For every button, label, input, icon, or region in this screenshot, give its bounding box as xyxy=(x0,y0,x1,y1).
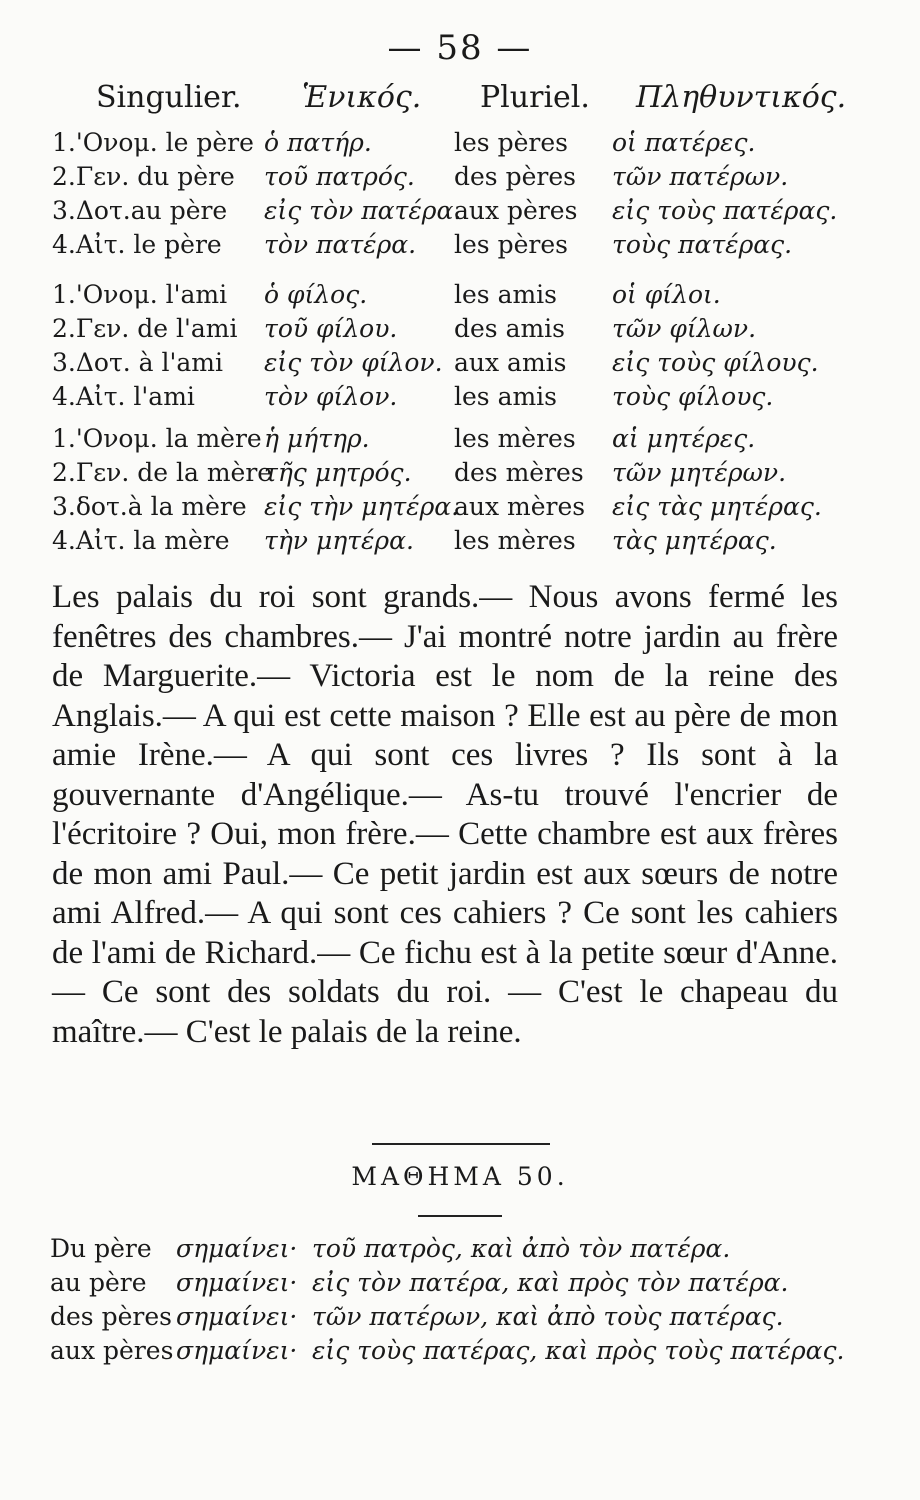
meaning-greek: εἰς τὸν πατέρα, καὶ πρὸς τὸν πατέρα. xyxy=(312,1268,789,1297)
plural-french: des amis xyxy=(454,314,566,343)
meaning-row xyxy=(50,1302,880,1336)
declension-row xyxy=(52,280,872,314)
plural-greek: οἱ φίλοι. xyxy=(612,280,721,309)
meaning-row xyxy=(50,1336,880,1370)
plural-greek: αἱ μητέρες. xyxy=(612,424,756,453)
case-label: 3.Δοτ. à l'ami xyxy=(52,348,224,377)
case-label: 2.Γεν. de la mère xyxy=(52,458,273,487)
header-plural-greek: Πληθυντικός. xyxy=(636,80,847,115)
plural-french: les amis xyxy=(454,382,558,411)
meaning-row xyxy=(50,1234,880,1268)
exercise-paragraph: Les palais du roi sont grands.— Nous avons fermé les fenêtres des chambres.— J'ai montré notre jardin au frère de Marguerite.— Victoria est le nom de la reine des Anglais.— A qui est cette maison ? Elle est au père de mon amie Irène.— A qui sont ces livres ? Ils sont à la gouvernante d'Angélique.— As-tu trouvé l'encrier de l'écritoire ? Oui, mon frère.— Cette chambre est aux frères de mon ami Paul.— Ce petit jardin est aux sœurs de notre ami Alfred.— A qui sont ces cahiers ? Ce sont les cahiers de l'ami de Richard.— Ce fichu est à la petite sœur d'Anne.— Ce sont des soldats du roi. — C'est le chapeau du maître.— C'est le palais de la reine. xyxy=(52,579,838,1050)
meanings-list xyxy=(50,1234,880,1370)
declension-mere xyxy=(52,424,872,560)
header-plural: Pluriel. xyxy=(480,80,590,115)
header-singular: Singulier. xyxy=(96,80,242,115)
plural-french: aux amis xyxy=(454,348,567,377)
case-label: 1.'Ονομ. la mère xyxy=(52,424,262,453)
declension-row xyxy=(52,526,872,560)
declension-row xyxy=(52,128,872,162)
plural-greek: εἰς τὰς μητέρας. xyxy=(612,492,822,521)
section-divider xyxy=(372,1143,550,1145)
declension-row xyxy=(52,492,872,526)
header-singular-greek: Ἑνικός. xyxy=(302,80,422,115)
meaning-greek: εἰς τοὺς πατέρας, καὶ πρὸς τοὺς πατέρας. xyxy=(312,1336,845,1365)
plural-greek: τοὺς φίλους. xyxy=(612,382,774,411)
singular-greek: τῆς μητρός. xyxy=(264,458,412,487)
plural-greek: τὰς μητέρας. xyxy=(612,526,777,555)
singular-greek: τοῦ πατρός. xyxy=(264,162,415,191)
plural-greek: εἰς τοὺς φίλους. xyxy=(612,348,819,377)
declension-row xyxy=(52,230,872,264)
case-label: 2.Γεν. de l'ami xyxy=(52,314,238,343)
declension-row xyxy=(52,382,872,416)
plural-french: les pères xyxy=(454,128,568,157)
singular-greek: τὴν μητέρα. xyxy=(264,526,414,555)
plural-greek: τῶν πατέρων. xyxy=(612,162,789,191)
plural-french: aux pères xyxy=(454,196,578,225)
title-divider xyxy=(418,1215,502,1217)
meaning-french: au père xyxy=(50,1268,147,1297)
case-label: 1.'Ονομ. le père xyxy=(52,128,254,157)
declension-header xyxy=(96,80,856,120)
case-label: 3.δοτ.à la mère xyxy=(52,492,247,521)
singular-greek: εἰς τὸν φίλον. xyxy=(264,348,443,377)
meaning-row xyxy=(50,1268,880,1302)
singular-greek: ὁ πατήρ. xyxy=(264,128,372,157)
declension-row xyxy=(52,162,872,196)
declension-row xyxy=(52,424,872,458)
singular-greek: τοῦ φίλου. xyxy=(264,314,398,343)
meaning-greek: τῶν πατέρων, καὶ ἀπὸ τοὺς πατέρας. xyxy=(312,1302,784,1331)
case-label: 1.'Ονομ. l'ami xyxy=(52,280,228,309)
declension-row xyxy=(52,458,872,492)
declension-row xyxy=(52,196,872,230)
meaning-french: des pères xyxy=(50,1302,172,1331)
declension-row xyxy=(52,314,872,348)
meaning-verb: σημαίνει· xyxy=(176,1302,298,1331)
plural-french: les amis xyxy=(454,280,558,309)
plural-french: des mères xyxy=(454,458,584,487)
plural-french: les mères xyxy=(454,424,576,453)
meaning-french: aux pères xyxy=(50,1336,174,1365)
meaning-verb: σημαίνει· xyxy=(176,1234,298,1263)
declension-row xyxy=(52,348,872,382)
case-label: 4.Αἰτ. le père xyxy=(52,230,222,259)
plural-french: des pères xyxy=(454,162,576,191)
plural-french: les pères xyxy=(454,230,568,259)
meaning-verb: σημαίνει· xyxy=(176,1268,298,1297)
singular-greek: εἰς τὸν πατέρα. xyxy=(264,196,462,225)
meaning-greek: τοῦ πατρὸς, καὶ ἀπὸ τὸν πατέρα. xyxy=(312,1234,731,1263)
singular-greek: τὸν φίλον. xyxy=(264,382,398,411)
plural-greek: εἰς τοὺς πατέρας. xyxy=(612,196,838,225)
singular-greek: τὸν πατέρα. xyxy=(264,230,417,259)
lesson-title: ΜΑΘΗΜΑ 50. xyxy=(351,1162,569,1191)
case-label: 3.Δοτ.au père xyxy=(52,196,228,225)
case-label: 4.Αἰτ. la mère xyxy=(52,526,230,555)
singular-greek: ὁ φίλος. xyxy=(264,280,368,309)
plural-greek: οἱ πατέρες. xyxy=(612,128,756,157)
plural-greek: τῶν φίλων. xyxy=(612,314,757,343)
singular-greek: εἰς τὴν μητέρα. xyxy=(264,492,460,521)
singular-greek: ἡ μήτηρ. xyxy=(264,424,370,453)
plural-french: les mères xyxy=(454,526,576,555)
page-number: — 58 — xyxy=(387,28,533,68)
meaning-verb: σημαίνει· xyxy=(176,1336,298,1365)
declension-ami xyxy=(52,280,872,416)
case-label: 2.Γεν. du père xyxy=(52,162,235,191)
plural-greek: τοὺς πατέρας. xyxy=(612,230,793,259)
plural-french: aux mères xyxy=(454,492,586,521)
meaning-french: Du père xyxy=(50,1234,152,1263)
case-label: 4.Αἰτ. l'ami xyxy=(52,382,195,411)
declension-pere xyxy=(52,128,872,264)
plural-greek: τῶν μητέρων. xyxy=(612,458,787,487)
